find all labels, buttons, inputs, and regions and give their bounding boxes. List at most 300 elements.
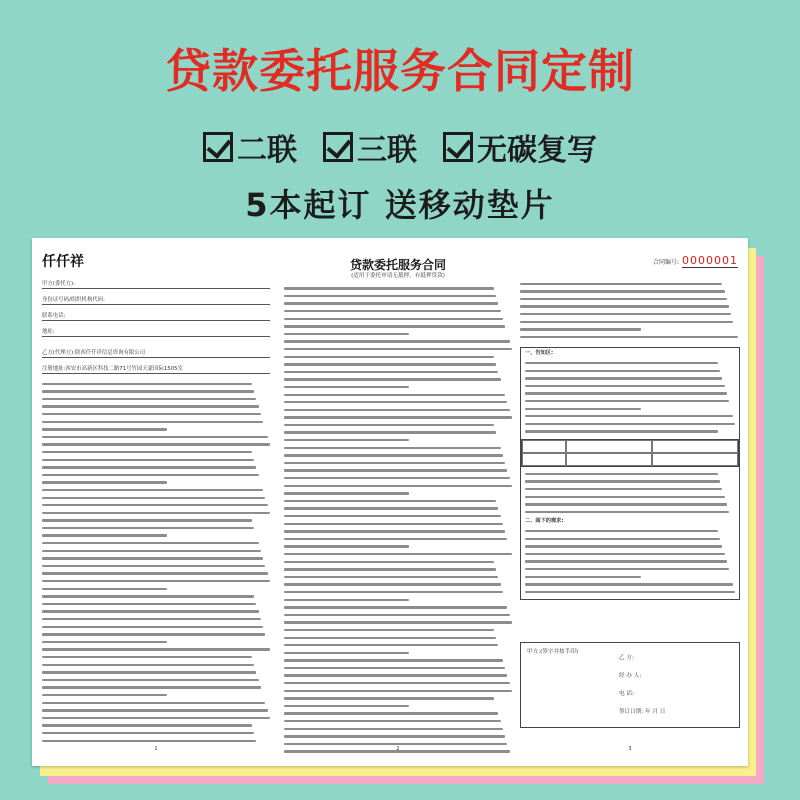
text-line-bar (525, 545, 722, 547)
text-line (284, 429, 512, 437)
text-line-bar (284, 667, 505, 669)
sign-date: 签订日期: 年 月 日 (619, 709, 666, 715)
text-line-bar (520, 298, 727, 300)
text-line (284, 710, 512, 718)
text-line-bar (520, 305, 729, 307)
contract-sheet (32, 238, 748, 766)
party-a-name-field: 甲方(委托方): (42, 280, 270, 289)
text-line (284, 528, 512, 536)
text-line (284, 687, 512, 695)
text-line (284, 535, 512, 543)
text-line (284, 581, 512, 589)
text-line-bar (284, 599, 409, 601)
text-line-bar (42, 595, 254, 597)
text-line (42, 669, 270, 677)
text-line-bar (520, 283, 722, 285)
text-line (284, 323, 512, 331)
text-line (284, 452, 512, 460)
text-line-bar (284, 287, 494, 289)
text-line-bar (284, 659, 503, 661)
text-line (520, 318, 740, 326)
text-line (525, 413, 735, 421)
text-line (284, 285, 512, 293)
text-line (520, 303, 740, 311)
text-line-bar (525, 576, 641, 578)
text-line-bar (284, 682, 510, 684)
text-line-bar (284, 500, 496, 502)
text-line-bar (42, 686, 261, 688)
text-line-bar (525, 408, 641, 410)
contract-column-3 (520, 248, 740, 756)
text-line (525, 588, 735, 596)
phone-signature: 电 话: (619, 691, 634, 697)
text-line (525, 478, 735, 486)
feature-item (203, 125, 297, 169)
text-line-bar (42, 413, 261, 415)
text-line-bar (42, 504, 268, 506)
text-line-bar (525, 496, 725, 498)
text-line (42, 707, 270, 715)
text-line (42, 577, 270, 585)
text-line-bar (42, 451, 252, 453)
text-line (284, 406, 512, 414)
banner-subtitle: 5本起订 送移动垫片 (245, 186, 555, 224)
text-line (42, 517, 270, 525)
text-line (525, 485, 735, 493)
text-line (284, 717, 512, 725)
text-line (284, 330, 512, 338)
text-line-bar (42, 603, 256, 605)
text-line (284, 725, 512, 733)
text-line (525, 359, 735, 367)
text-line-bar (520, 313, 731, 315)
table-cell (652, 440, 738, 453)
text-line (284, 300, 512, 308)
text-line-bar (42, 428, 167, 430)
text-line-bar (284, 568, 496, 570)
text-line-bar (284, 469, 507, 471)
text-line-bar (284, 644, 498, 646)
text-line (284, 642, 512, 650)
text-line (42, 403, 270, 411)
text-line-bar (42, 421, 263, 423)
text-line-bar (525, 560, 727, 562)
text-line (42, 539, 270, 547)
text-line-bar (284, 348, 512, 350)
text-line-bar (284, 401, 507, 403)
text-line (284, 596, 512, 604)
text-line (525, 535, 735, 543)
text-line (284, 573, 512, 581)
text-line-bar (284, 302, 498, 304)
text-line-bar (525, 583, 733, 585)
text-line (284, 649, 512, 657)
text-line (42, 737, 270, 745)
text-line (284, 634, 512, 642)
text-line (42, 509, 270, 517)
text-line-bar (284, 553, 512, 555)
text-line (284, 619, 512, 627)
text-line (525, 543, 735, 551)
text-line-bar (42, 405, 259, 407)
text-line-bar (42, 497, 265, 499)
party-a-id-field: 身份证号码/组织机构代码: (42, 296, 270, 305)
text-line (42, 418, 270, 426)
text-line-bar (42, 572, 268, 574)
text-line (520, 310, 740, 318)
text-line-bar (525, 377, 722, 379)
text-line-bar (525, 511, 729, 513)
text-line (525, 573, 735, 581)
contract-column-2 (284, 248, 512, 756)
text-line-bar (284, 583, 501, 585)
text-line (284, 558, 512, 566)
text-line-bar (42, 383, 252, 385)
contract-number-label: 合同编号: (652, 259, 679, 266)
text-line-bar (42, 580, 270, 582)
text-line-bar (520, 321, 733, 323)
text-line-bar (42, 588, 167, 590)
text-line (284, 474, 512, 482)
text-line (42, 479, 270, 487)
text-line (284, 520, 512, 528)
text-line-bar (42, 512, 270, 514)
text-line (284, 307, 512, 315)
text-line (525, 390, 735, 398)
party-a-phone-field: 联系电话: (42, 312, 270, 321)
text-line-bar (525, 385, 725, 387)
text-line-bar (284, 523, 503, 525)
text-line-bar (284, 295, 496, 297)
text-line-bar (42, 436, 268, 438)
text-line (284, 672, 512, 680)
text-line (284, 505, 512, 513)
text-line-bar (284, 507, 498, 509)
text-line (42, 426, 270, 434)
text-line (42, 676, 270, 684)
text-line-bar (525, 400, 729, 402)
text-line-bar (284, 690, 512, 692)
text-line (284, 421, 512, 429)
text-line-bar (42, 702, 265, 704)
text-line-bar (284, 424, 494, 426)
party-b-address-field: 注册地址:西安市高新区科技二路71号竹园天豪国际1505室 (42, 365, 270, 374)
text-line-bar (525, 415, 733, 417)
text-line (525, 382, 735, 390)
text-line (42, 456, 270, 464)
text-line-bar (284, 371, 498, 373)
text-line-bar (525, 530, 718, 532)
party-b-signature-fields (619, 649, 665, 721)
text-line (525, 581, 735, 589)
text-line-bar (284, 515, 501, 517)
feature-item (443, 125, 597, 169)
text-line (42, 729, 270, 737)
text-line-bar (520, 290, 725, 292)
text-line (42, 448, 270, 456)
text-line (284, 482, 512, 490)
text-line-bar (284, 340, 510, 342)
text-line (42, 585, 270, 593)
text-line-bar (284, 454, 503, 456)
text-line (284, 657, 512, 665)
text-line-bar (42, 466, 256, 468)
text-line-bar (42, 398, 256, 400)
text-line-bar (42, 459, 254, 461)
text-line-bar (284, 728, 503, 730)
checkbox-icon (443, 132, 473, 162)
text-line (42, 555, 270, 563)
text-line (42, 464, 270, 472)
table-cell (652, 453, 738, 466)
text-line (42, 502, 270, 510)
text-line-bar (284, 705, 409, 707)
text-line (525, 375, 735, 383)
text-line (42, 661, 270, 669)
text-line-bar (42, 557, 263, 559)
text-line (284, 695, 512, 703)
text-line (525, 397, 735, 405)
text-line (42, 638, 270, 646)
text-line-bar (284, 363, 496, 365)
text-line-bar (525, 538, 720, 540)
checkbox-icon (203, 132, 233, 162)
text-line (42, 722, 270, 730)
text-line (284, 391, 512, 399)
text-line-bar (284, 735, 505, 737)
party-b-field: 乙方(代理方):陕西仟仟祥信息咨询有限公司 (42, 349, 270, 358)
text-line-bar (284, 712, 498, 714)
text-line-bar (284, 637, 496, 639)
text-line-bar (525, 568, 729, 570)
party-a-signature: 甲方:(签字并按手印) (527, 649, 578, 655)
text-line-bar (42, 724, 252, 726)
text-line-bar (284, 576, 498, 578)
text-line-bar (525, 488, 722, 490)
text-line-bar (525, 423, 735, 425)
body-text (521, 359, 739, 435)
text-line (284, 467, 512, 475)
feature-label: 二联 (237, 133, 297, 168)
text-line (42, 471, 270, 479)
agent-signature: 经 办 人: (619, 673, 642, 679)
text-line (284, 543, 512, 551)
document-subtitle: (适用于委托申请无抵押、有抵押贷款) (351, 273, 445, 279)
text-line (42, 441, 270, 449)
text-line-bar (525, 591, 735, 593)
text-line-bar (284, 378, 501, 380)
text-line (284, 512, 512, 520)
text-line-bar (525, 473, 718, 475)
party-b-signature: 乙 方: (619, 655, 634, 661)
text-line-bar (284, 561, 494, 563)
text-line (42, 699, 270, 707)
text-line (284, 626, 512, 634)
text-line (42, 433, 270, 441)
table-cell (566, 440, 652, 453)
text-line-bar (42, 648, 270, 650)
text-line-bar (284, 697, 494, 699)
text-line-bar (284, 431, 496, 433)
text-line (525, 420, 735, 428)
text-line (42, 395, 270, 403)
party-a-address-field: 地址: (42, 328, 270, 337)
text-line-bar (42, 618, 261, 620)
text-line-bar (525, 430, 718, 432)
text-line (42, 631, 270, 639)
table-cell (522, 453, 566, 466)
text-line (42, 570, 270, 578)
text-line-bar (42, 542, 259, 544)
text-line-bar (42, 610, 259, 612)
text-line-bar (284, 674, 507, 676)
account-table (521, 439, 739, 467)
text-line (42, 653, 270, 661)
text-line-bar (42, 732, 254, 734)
text-line (284, 376, 512, 384)
text-line-bar (525, 362, 718, 364)
text-line-bar (42, 390, 254, 392)
text-line (284, 361, 512, 369)
text-line-bar (284, 310, 501, 312)
text-line (525, 550, 735, 558)
text-line (284, 353, 512, 361)
text-line (284, 604, 512, 612)
text-line-bar (520, 328, 641, 330)
text-line (42, 600, 270, 608)
text-line-bar (42, 489, 263, 491)
text-line-bar (284, 629, 494, 631)
text-line-bar (42, 474, 259, 476)
text-line-bar (284, 333, 409, 335)
text-line (520, 288, 740, 296)
text-line (525, 501, 735, 509)
text-line-bar (42, 709, 268, 711)
text-line (42, 524, 270, 532)
text-line (42, 593, 270, 601)
text-line (284, 383, 512, 391)
text-line-bar (42, 481, 167, 483)
text-line (42, 646, 270, 654)
text-line (284, 368, 512, 376)
text-line (525, 405, 735, 413)
text-line (284, 611, 512, 619)
text-line-bar (42, 740, 256, 742)
banner-title: 贷款委托服务合同定制 (165, 44, 635, 98)
text-line-bar (284, 591, 503, 593)
text-line-bar (42, 694, 167, 696)
brand-name: 仟仟祥 (42, 254, 84, 270)
text-line (525, 493, 735, 501)
text-line-bar (284, 545, 409, 547)
body-text (520, 280, 740, 341)
needs-heading: 二、阅下的需求: (525, 517, 564, 524)
text-line (42, 494, 270, 502)
text-line-bar (284, 621, 512, 623)
text-line (520, 333, 740, 341)
text-line-bar (284, 606, 507, 608)
feature-label: 无碳复写 (477, 133, 597, 168)
text-line (284, 490, 512, 498)
text-line (284, 588, 512, 596)
text-line (284, 292, 512, 300)
text-line (42, 562, 270, 570)
table-cell (522, 440, 566, 453)
text-line-bar (42, 534, 167, 536)
text-line-bar (284, 318, 503, 320)
text-line (42, 684, 270, 692)
text-line-bar (284, 462, 505, 464)
body-text (284, 285, 512, 756)
text-line (284, 399, 512, 407)
text-line-bar (284, 743, 507, 745)
contract-number-value: 0000001 (682, 254, 738, 267)
text-line-bar (42, 664, 254, 666)
text-line-bar (284, 325, 505, 327)
text-line (284, 338, 512, 346)
text-line-bar (42, 550, 261, 552)
text-line-bar (284, 439, 409, 441)
text-line (525, 527, 735, 535)
text-line-bar (284, 530, 505, 532)
text-line-bar (42, 671, 256, 673)
text-line-bar (42, 641, 167, 643)
text-line-bar (284, 416, 512, 418)
text-line (284, 550, 512, 558)
text-line (525, 558, 735, 566)
text-line-bar (284, 652, 409, 654)
text-line-bar (525, 503, 727, 505)
text-line (42, 532, 270, 540)
text-line (284, 497, 512, 505)
text-line (42, 623, 270, 631)
text-line (284, 315, 512, 323)
body-text (42, 380, 270, 745)
body-text (521, 527, 739, 598)
text-line (42, 608, 270, 616)
text-line (525, 470, 735, 478)
text-line (284, 733, 512, 741)
text-line (520, 326, 740, 334)
text-line-bar (42, 565, 265, 567)
feature-item (323, 125, 417, 169)
text-line (520, 295, 740, 303)
text-line-bar (42, 626, 263, 628)
text-line (284, 414, 512, 422)
signature-block (520, 642, 740, 728)
feature-list (0, 125, 800, 169)
text-line (284, 664, 512, 672)
text-line (284, 566, 512, 574)
page-number: 1 (154, 746, 158, 753)
text-line (42, 547, 270, 555)
text-line (525, 508, 735, 516)
text-line (525, 367, 735, 375)
text-line (42, 410, 270, 418)
text-line-bar (42, 519, 252, 521)
page-number: 3 (628, 746, 632, 753)
text-line (42, 714, 270, 722)
text-line-bar (284, 477, 510, 479)
text-line-bar (284, 386, 409, 388)
contract-column-1 (42, 248, 270, 756)
text-line-bar (284, 614, 510, 616)
text-line-bar (284, 538, 507, 540)
text-line (42, 691, 270, 699)
text-line (284, 444, 512, 452)
text-line (42, 486, 270, 494)
text-line (520, 280, 740, 288)
